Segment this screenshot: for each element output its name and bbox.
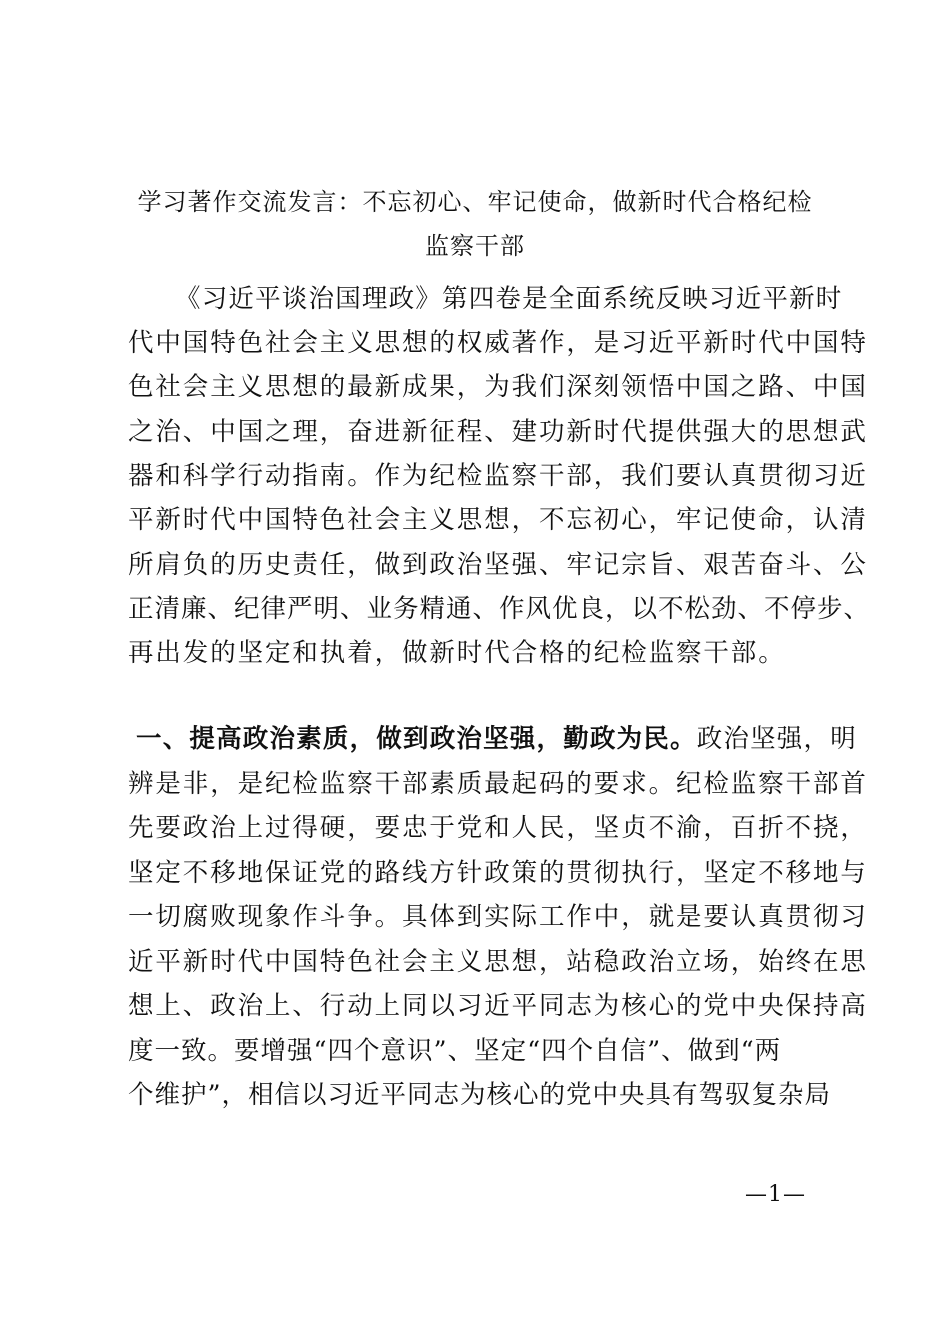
section-1-heading: 一、提高政治素质，做到政治坚强，勤政为民。 — [136, 724, 697, 754]
paragraph-1-line-8: 正清廉、纪律严明、业务精通、作风优良，以不松劲、不停步、 — [128, 594, 871, 624]
paragraph-1-line-9: 再出发的坚定和执着，做新时代合格的纪检监察干部。 — [128, 638, 786, 668]
section-1-first-line-rest: 政治坚强，明 — [696, 724, 857, 754]
section-1-first-line — [136, 716, 857, 762]
document-title-line-1: 学习著作交流发言：不忘初心、牢记使命，做新时代合格纪检 — [137, 188, 813, 216]
paragraph-1-line-5: 器和科学行动指南。作为纪检监察干部，我们要认真贯彻习近 — [128, 461, 868, 491]
paragraph-1-line-1: 《习近平谈治国理政》第四卷是全面系统反映习近平新时 — [175, 284, 843, 314]
paragraph-1-line-7: 所肩负的历史责任，做到政治坚强、牢记宗旨、艰苦奋斗、公 — [128, 550, 868, 580]
paragraph-2-line-7: 度一致。要增强“四个意识”、坚定“四个自信”、做到“两 — [128, 1036, 782, 1066]
paragraph-2-line-6: 想上、政治上、行动上同以习近平同志为核心的党中央保持高 — [128, 991, 868, 1021]
paragraph-1-line-2: 代中国特色社会主义思想的权威著作，是习近平新时代中国特 — [128, 328, 868, 358]
paragraph-2-line-2: 先要政治上过得硬，要忠于党和人民，坚贞不渝，百折不挠， — [128, 813, 868, 843]
page-number: —1— — [745, 1182, 806, 1207]
paragraph-1-line-3: 色社会主义思想的最新成果，为我们深刻领悟中国之路、中国 — [128, 372, 868, 402]
document-title-line-2: 监察干部 — [425, 232, 525, 260]
paragraph-2-line-3: 坚定不移地保证党的路线方针政策的贯彻执行，坚定不移地与 — [128, 858, 868, 888]
paragraph-1-line-4: 之治、中国之理，奋进新征程、建功新时代提供强大的思想武 — [128, 417, 868, 447]
paragraph-2-line-8: 个维护”，相信以习近平同志为核心的党中央具有驾驭复杂局 — [128, 1080, 832, 1110]
paragraph-2-line-5: 近平新时代中国特色社会主义思想，站稳政治立场，始终在思 — [128, 947, 868, 977]
paragraph-1-line-6: 平新时代中国特色社会主义思想，不忘初心，牢记使命，认清 — [128, 505, 868, 535]
paragraph-2-line-1: 辨是非，是纪检监察干部素质最起码的要求。纪检监察干部首 — [128, 769, 868, 799]
paragraph-2-line-4: 一切腐败现象作斗争。具体到实际工作中，就是要认真贯彻习 — [128, 902, 868, 932]
